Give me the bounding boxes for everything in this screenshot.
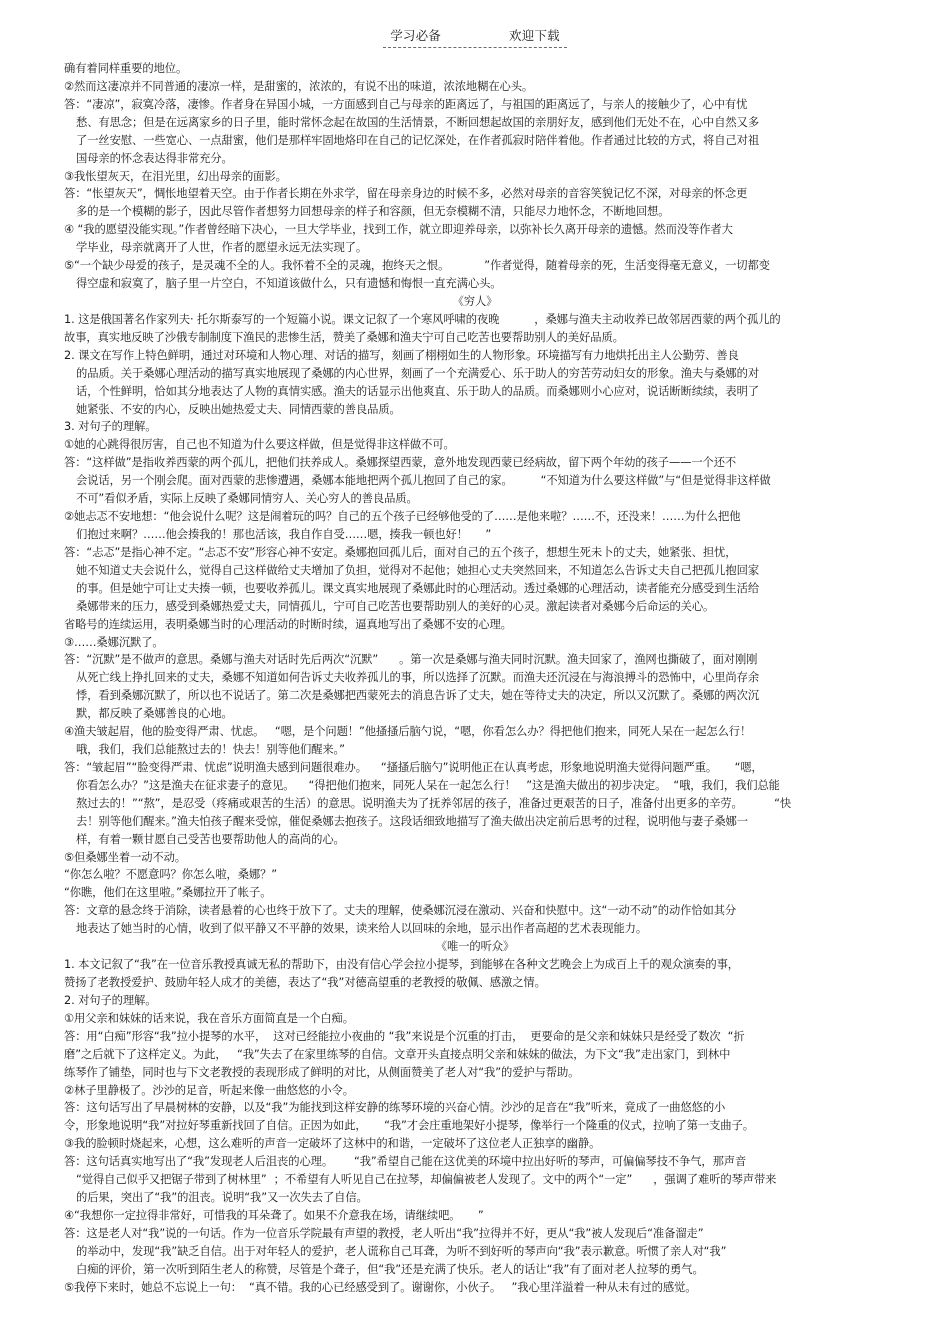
text-line: ⑤我停下来时，她总不忘说上一句： “真不错。我的心已经感受到了。谢谢你，小伙子。 ”我心里洋溢着一种从未有过的感觉。 <box>64 1280 697 1294</box>
text-line: 样，有着一颗甘愿自己受苦也要帮助他人的高尚的心。 <box>76 832 345 846</box>
text-line: 2. 对句子的理解。 <box>64 993 157 1007</box>
text-line: ③我的脸顿时烧起来，心想，这么难听的声音一定破坏了这林中的和谐，一定破坏了这位老人正独享的幽静。 <box>64 1137 601 1151</box>
section-title: 《唯一的听众》 <box>435 940 515 954</box>
text-line: 磨”之后就下了这样定义。为此， “我”失去了在家里练琴的自信。文章开头直接点明父亲和妹妹的做法，为下文“我”走出家门，到林中 <box>64 1047 731 1061</box>
text-line: 哦，我们，我们总能熬过去的！快去！别等他们醒来。” <box>76 743 345 757</box>
text-line: 令，形象地说明“我”对拉好琴重新找回了自信。正因为如此， “我”才会庄重地架好小提琴，像举行一个隆重的仪式，拉响了第一支曲子。 <box>64 1119 754 1133</box>
text-line: ②她忐忑不安地想：“他会说什么呢？这是闹着玩的吗？自己的五个孩子已经够他受的了……是他来啦？……不，还没来！……为什么把他 <box>64 510 741 524</box>
header-divider <box>383 47 567 48</box>
text-line: ⑤但桑娜坐着一动不动。 <box>64 850 186 864</box>
text-line: 愁、有思念；但是在远离家乡的日子里，能时常怀念起在故国的生活情景，不断回想起故国的亲朋好友，感到他们无处不在，心中自然又多 <box>76 115 760 129</box>
text-line: 了一丝安慰、一些宽心、一点甜蜜，他们是那样牢固地烙印在自己的记忆深处，在作者孤寂时陪伴着他。作者通过比较的方式，将自己对祖 <box>76 133 760 147</box>
header-left-text: 学习必备 <box>390 28 441 43</box>
text-line: 学毕业，母亲就离开了人世，作者的愿望永远无法实现了。 <box>76 241 368 255</box>
text-line: ⑤“一个缺少母爱的孩子，是灵魂不全的人。我怀着不全的灵魂，抱终天之恨。 ”作者觉得，随着母亲的死，生活变得毫无意义，一切都变 <box>64 259 770 273</box>
text-line: 3. 对句子的理解。 <box>64 420 157 434</box>
text-line: 练琴作了铺垫，同时也与下文老教授的表现形成了鲜明的对比，从侧面赞美了老人对“我”的爱护与帮助。 <box>64 1065 580 1079</box>
text-line: ④渔夫皱起眉，他的脸变得严肃、忧虑。 “嗯，是个问题！”他搔搔后脑勺说，“嗯，你看怎么办？得把他们抱来，同死人呆在一起怎么行！ <box>64 725 752 739</box>
text-line: 国母亲的怀念表达得非常充分。 <box>76 151 233 165</box>
text-line: 桑娜带来的压力，感受到桑娜热爱丈夫，同情孤儿，宁可自己吃苦也要帮助别人的美好的心灵。激起读者对桑娜今后命运的关心。 <box>76 599 715 613</box>
text-line: 答：这句话真实地写出了“我”发现老人后沮丧的心理。 “我”希望自己能在这优美的环境中拉出好听的琴声，可偏偏琴技不争气，那声音 <box>64 1155 747 1169</box>
text-line: 省略号的连续运用，表明桑娜当时的心理活动的时断时续，逼真地写出了桑娜不安的心理。 <box>64 617 512 631</box>
text-line: 答：“这样做”是指收养西蒙的两个孤儿，把他们扶养成人。桑娜探望西蒙，意外地发现西蒙已经病故，留下两个年幼的孩子——一个还不 <box>64 456 737 470</box>
text-line: 答：这是老人对“我”说的一句话。作为一位音乐学院最有声望的教授，老人听出“我”拉得并不好，更从“我”被人发现后“准备溜走” <box>64 1226 704 1240</box>
text-line: 的品质。关于桑娜心理活动的描写真实地展现了桑娜的内心世界，刻画了一个充满爱心、乐于助人的穷苦劳动妇女的形象。渔夫与桑娜的对 <box>76 366 760 380</box>
text-line: 去！别等他们醒来。”渔夫怕孩子醒来受惊，催促桑娜去抱孩子。这段话细致地描写了渔夫做出决定前后思考的过程，说明他与妻子桑娜一 <box>76 814 748 828</box>
text-line: 答：这句话写出了早晨树林的安静，以及“我”为能找到这样安静的练琴环境的兴奋心情。沙沙的足音在“我”听来，竟成了一曲悠悠的小 <box>64 1101 726 1115</box>
text-line: 答：“沉默”是不做声的意思。桑娜与渔夫对话时先后两次“沉默” 。第一次是桑娜与渔夫同时沉默。渔夫回家了，渔网也撕破了，面对刚刚 <box>64 653 758 667</box>
text-line: 她紧张、不安的内心，反映出她热爱丈夫、同情西蒙的善良品质。 <box>76 402 401 416</box>
text-line: 你看怎么办？”这是渔夫在征求妻子的意见。 “得把他们抱来，同死人呆在一起怎么行！ ”这是渔夫做出的初步决定。 “哦，我们，我们总能 <box>76 778 780 792</box>
text-line: 赞扬了老教授爱护、鼓励年轻人成才的美德，表达了“我”对德高望重的老教授的敬佩、感激之情。 <box>64 976 546 990</box>
text-line: 答：“凄凉”，寂寞冷落，凄惨。作者身在异国小城，一方面感到自己与母亲的距离远了，与祖国的距离远了，与亲人的接触少了，心中有忧 <box>64 97 748 111</box>
text-line: 答：文章的悬念终于消除，读者悬着的心也终于放下了。丈夫的理解，使桑娜沉浸在激动、兴奋和快慰中。这“一动不动”的动作恰如其分 <box>64 904 737 918</box>
section-title: 《穷人》 <box>452 294 498 308</box>
text-line: 1. 这是俄国著名作家列夫· 托尔斯泰写的一个短篇小说。课文记叙了一个寒风呼啸的夜晚 ，桑娜与渔夫主动收养已故邻居西蒙的两个孤儿的 <box>64 312 781 326</box>
text-line: ④“我想你一定拉得非常好，可惜我的耳朵聋了。如果不介意我在场，请继续吧。 ” <box>64 1209 484 1222</box>
text-line: 得空虚和寂寞了，脑子里一片空白，不知道该做什么，只有遗憾和悔恨一直充满心头。 <box>76 277 502 291</box>
text-line: 答：“皱起眉”“脸变得严肃、忧虑”说明渔夫感到问题很难办。 “搔搔后脑勺”说明他正在认真考虑，形象地说明渔夫觉得问题严重。 “嗯， <box>64 760 763 774</box>
text-line: ①她的心跳得很厉害，自己也不知道为什么要这样做，但是觉得非这样做不可。 <box>64 438 455 452</box>
text-line: 会说话，另一个刚会爬。面对西蒙的悲惨遭遇，桑娜本能地把两个孤儿抱回了自己的家。 “不知道为什么要这样做”与“但是觉得非这样做 <box>76 474 771 488</box>
text-line: 的后果，突出了“我”的沮丧。说明“我”又一次失去了自信。 <box>76 1191 368 1205</box>
text-line: ③我怅望灰天，在泪光里，幻出母亲的面影。 <box>64 169 287 183</box>
header-right-text: 欢迎下载 <box>509 28 560 43</box>
text-line: 1. 本文记叙了“我”在一位音乐教授真诚无私的帮助下，由没有信心学会拉小提琴，到能够在各种文艺晚会上为成百上千的观众演奏的事， <box>64 958 739 972</box>
text-line: 答：“怅望灰天”，惆怅地望着天空。由于作者长期在外求学，留在母亲身边的时候不多，必然对母亲的音容笑貌记忆不深，对母亲的怀念更 <box>64 187 748 201</box>
text-line: 她不知道丈夫会说什么，觉得自己这样做给丈夫增加了负担，觉得对不起他；她担心丈夫突然回来，不知道怎么告诉丈夫自己把孤儿抱回家 <box>76 563 760 577</box>
text-line: 的事。但是她宁可让丈夫揍一顿，也要收养孤儿。课文真实地展现了桑娜此时的心理活动。透过桑娜的心理活动，读者能充分感受到生活给 <box>76 581 760 595</box>
text-line: 白痴的评价，第一次听到陌生老人的称赞，尽管是个聋子，但“我”还是充满了快乐。老人的话让“我”有了面对老人拉琴的勇气。 <box>76 1262 704 1276</box>
text-line: 的举动中，发现“我”缺乏自信。出于对年轻人的爱护，老人谎称自己耳聋，为听不到好听的琴声向“我”表示歉意。听惯了亲人对“我” <box>76 1244 727 1258</box>
text-line: 2. 课文在写作上特色鲜明，通过对环境和人物心理、对话的描写，刻画了栩栩如生的人物形象。环境描写有力地烘托出主人公勤劳、善良 <box>64 348 739 362</box>
text-line: ②林子里静极了。沙沙的足音，听起来像一曲悠悠的小令。 <box>64 1083 354 1097</box>
text-line: 从死亡线上挣扎回来的丈夫，桑娜不知道如何告诉丈夫收养孤儿的事，所以选择了沉默。而渔夫还沉浸在与海浪搏斗的恐怖中，心里尚存余 <box>76 671 760 685</box>
text-line: 多的是一个模糊的影子，因此尽管作者想努力回想母亲的样子和容颜，但无奈模糊不清，只能尽力地怀念，不断地回想。 <box>76 205 670 219</box>
text-line: 故事，真实地反映了沙俄专制制度下渔民的悲惨生活，赞美了桑娜和渔夫宁可自己吃苦也要帮助别人的美好品质。 <box>64 330 624 344</box>
text-line: “你怎么啦？不愿意吗？你怎么啦，桑娜？” <box>64 868 278 882</box>
text-line: 确有着同样重要的地位。 <box>64 62 188 75</box>
text-line: ③……桑娜沉默了。 <box>64 635 164 649</box>
text-line: 默，都反映了桑娜善良的心地。 <box>76 707 233 721</box>
page-header <box>0 28 950 44</box>
text-line: “觉得自己似乎又把锯子带到了树林里” ；不希望有人听见自己在拉琴，却偏偏被老人发现了。文中的两个“一定” ，强调了难听的琴声带来 <box>76 1173 777 1187</box>
text-line: ②然而这凄凉并不同普通的凄凉一样，是甜蜜的，浓浓的，有说不出的味道，浓浓地糊在心头。 <box>64 79 534 93</box>
text-line: 们抱过来啊？……他会揍我的！那也活该，我自作自受……嗯，揍我一顿也好！ ” <box>76 527 492 541</box>
text-line: “你瞧，他们在这里啦。”桑娜拉开了帐子。 <box>64 886 272 900</box>
document-body <box>64 60 886 1297</box>
text-line: 悸，看到桑娜沉默了，所以也不说话了。第二次是桑娜把西蒙死去的消息告诉了丈夫，她在等待丈夫的决定，所以又沉默了。桑娜的两次沉 <box>76 689 760 703</box>
text-line: 答：用“白痴”形容“我”拉小提琴的水平， 这对已经能拉小夜曲的 “我”来说是个沉重的打击， 更要命的是父亲和妹妹只是经受了数次 “折 <box>64 1029 745 1043</box>
text-line: 话，个性鲜明，恰如其分地表达了人物的真情实感。渔夫的话显示出他爽直、乐于助人的品质。而桑娜则小心应对，说话断断续续，表明了 <box>76 384 760 398</box>
text-line: 地表达了她当时的心情，收到了似平静又不平静的效果，读来给人以回味的余地，显示出作者高超的艺术表现能力。 <box>76 922 648 936</box>
text-line: 答：“忐忑”是指心神不定。“忐忑不安”形容心神不安定。桑娜抱回孤儿后，面对自己的五个孩子，想想生死未卜的丈夫，她紧张、担忧， <box>64 545 737 559</box>
text-line: 熬过去的！”“熬”，是忍受（疼痛或艰苦的生活）的意思。说明渔夫为了抚养邻居的孩子，准备过更艰苦的日子，准备付出更多的辛劳。 “快 <box>76 796 792 810</box>
text-line: ①用父亲和妹妹的话来说，我在音乐方面简直是一个白痴。 <box>64 1011 354 1025</box>
text-line: ④ “我的愿望没能实现。”作者曾经暗下决心，一旦大学毕业，找到工作，就立即迎养母亲，以弥补长久离开母亲的遗憾。然而没等作者大 <box>64 223 733 237</box>
text-line: 不可”看似矛盾，实际上反映了桑娜同情穷人、关心穷人的善良品质。 <box>76 492 418 506</box>
